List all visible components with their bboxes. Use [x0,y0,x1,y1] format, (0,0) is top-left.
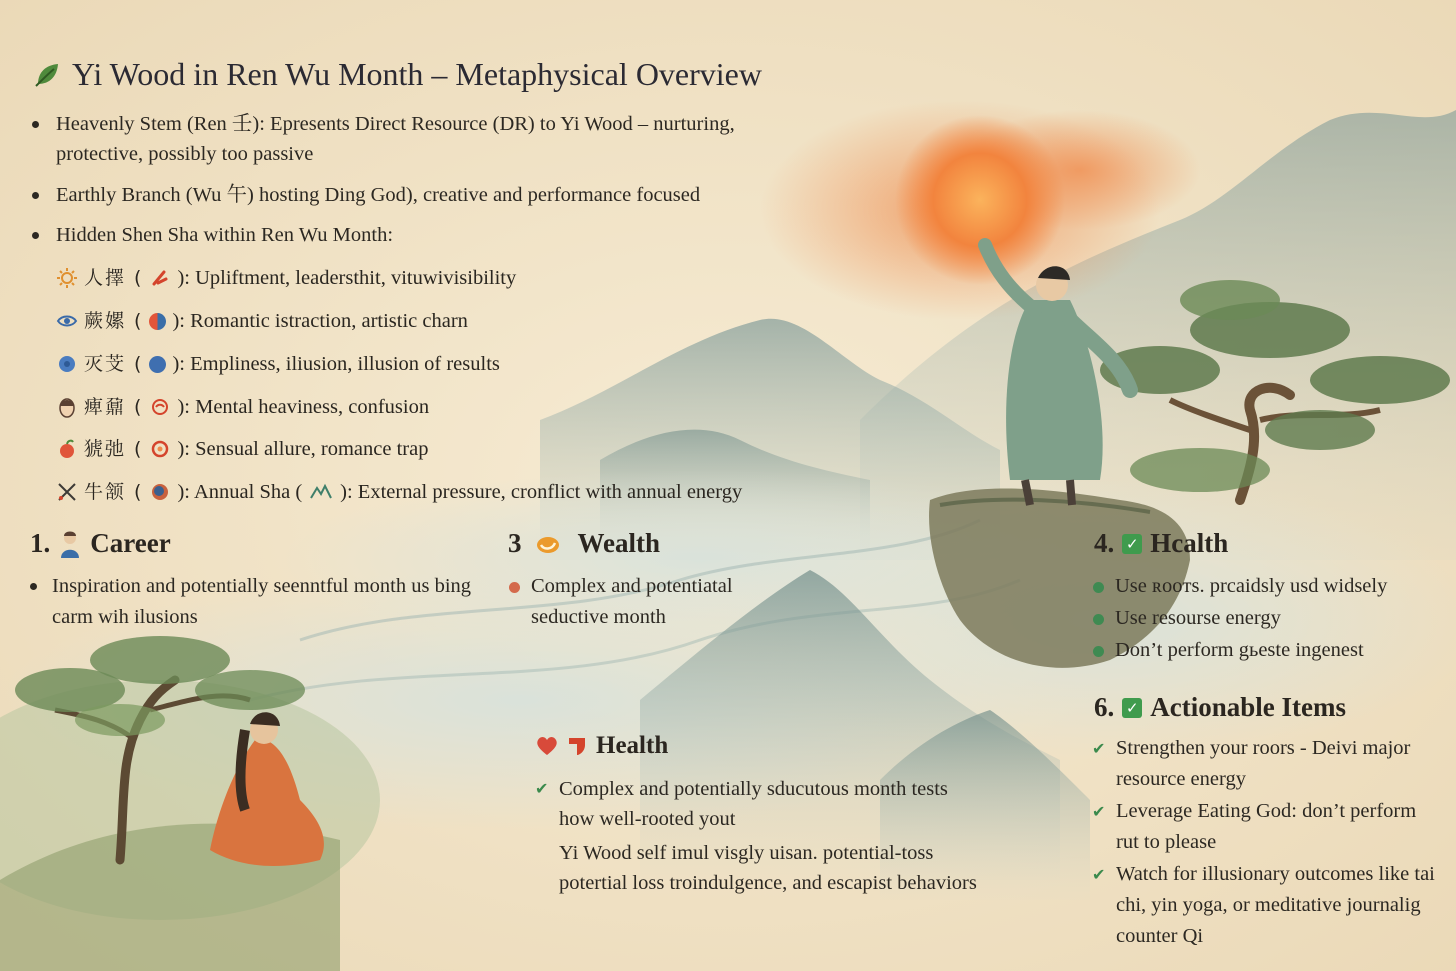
overview-bullet-hidden-shen-sha: Hidden Shen Sha within Ren Wu Month: [56,220,656,250]
section-number: 3 [508,528,522,558]
title-text: Yi Wood in Ren Wu Month – Metaphysical Overview [72,56,762,92]
person-icon [58,530,82,558]
red-blue-orb-icon [149,313,166,330]
shen-sha-desc: ): Upliftment, leadersthit, vituwivisibility [177,267,517,289]
actionable-item: ✔ Watch for illusionary outcomes like tai chi, yin yoga, or meditative journalig counter Qi [1116,859,1436,952]
shen-sha-chars: 痺鼐 ( [84,396,144,418]
health-mid-heading [536,732,668,760]
health-mid-item: Yi Wood self imul visgly uisan. potential-toss potertial loss troindulgence, and escapist behaviors [559,842,977,894]
shen-sha-desc-continued: ): External pressure, cronflict with annual energy [340,481,743,503]
section-title: Actionable Items [1150,692,1346,722]
shen-sha-desc: ): Empliness, iliusion, illusion of results [172,353,500,375]
sun-icon [56,267,78,289]
section-title: Career [90,528,171,558]
shen-sha-chars: 灭芠 ( [84,353,144,375]
head-icon [149,481,171,503]
eye-icon [56,310,78,332]
section-number: 6. [1094,692,1115,722]
coin-icon [534,532,562,556]
shen-sha-chars: 蕨嫘 ( [84,310,144,332]
blue-flower-icon [56,353,78,375]
section-title: Hcalth [1150,528,1229,558]
overview-bullet-earthly-branch: Earthly Branch (Wu 午) hosting Ding God), creative and performance focused [56,180,816,210]
wealth-item: Complex and potentiatal seductive month [531,571,781,633]
crossed-swords-icon [56,481,78,503]
shen-sha-item [56,349,500,379]
red-mask-icon [566,735,588,757]
actionable-item: ✔ Strengthen your roors - Deivi major resource energy [1116,733,1436,795]
health-item: Use ʀᴏᴏᴛs. prcaidsly usd widsely [1115,571,1387,602]
shen-sha-item [56,392,429,422]
career-item-text: Inspiration and potentially seenntful month us bing carm wih ilusions [52,575,472,628]
shen-sha-chars: 牛颔 ( [84,481,144,503]
shen-sha-desc: ): Mental heaviness, confusion [177,396,430,418]
section-title: Health [596,732,669,759]
shen-sha-chars: 人擇 ( [84,267,144,289]
section-number: 1. [30,528,51,558]
shen-sha-item [56,306,468,336]
health-heading [1094,528,1228,559]
peach-icon [56,438,78,460]
checkbox-icon: ✓ [1122,534,1142,554]
checkbox-icon: ✓ [1122,698,1142,718]
shen-sha-desc: ): Romantic istraction, artistic charn [172,310,468,332]
shen-sha-item [56,477,742,507]
leaf-icon [32,60,62,90]
actionable-item: ✔ Leverage Eating God: don’t perform rut to please [1116,796,1436,858]
career-heading [30,528,171,559]
health-item: Don’t perform gьeste ingenest [1115,635,1364,666]
bullet-dot [30,583,37,590]
section-title: Wealth [577,528,661,558]
health-mid-item: ✔ Complex and potentially sducutous month tests how well-rooted yout [559,774,959,834]
shen-sha-chars: 猇弛 ( [84,438,144,460]
red-ring-icon [149,438,171,460]
red-swirl-icon [149,396,171,418]
actionable-heading [1094,692,1346,723]
health-item: Use resourse energy [1115,603,1281,634]
face-icon [56,396,78,418]
mountains-icon [308,481,334,503]
career-item [52,571,472,633]
shen-sha-desc: ): Annual Sha ( [177,481,303,503]
heart-icon [536,736,558,756]
shen-sha-item [56,434,428,464]
blue-orb-icon [149,356,166,373]
red-brush-icon [149,267,171,289]
wealth-heading [508,528,660,559]
page-title [32,56,762,93]
section-number: 4. [1094,528,1115,558]
overview-bullet-heavenly-stem: Heavenly Stem (Ren 壬): Epresents Direct Resource (DR) to Yi Wood – nurturing, protective, possibly too passive [56,109,756,169]
shen-sha-desc: ): Sensual allure, romance trap [177,438,429,460]
shen-sha-item [56,263,516,293]
